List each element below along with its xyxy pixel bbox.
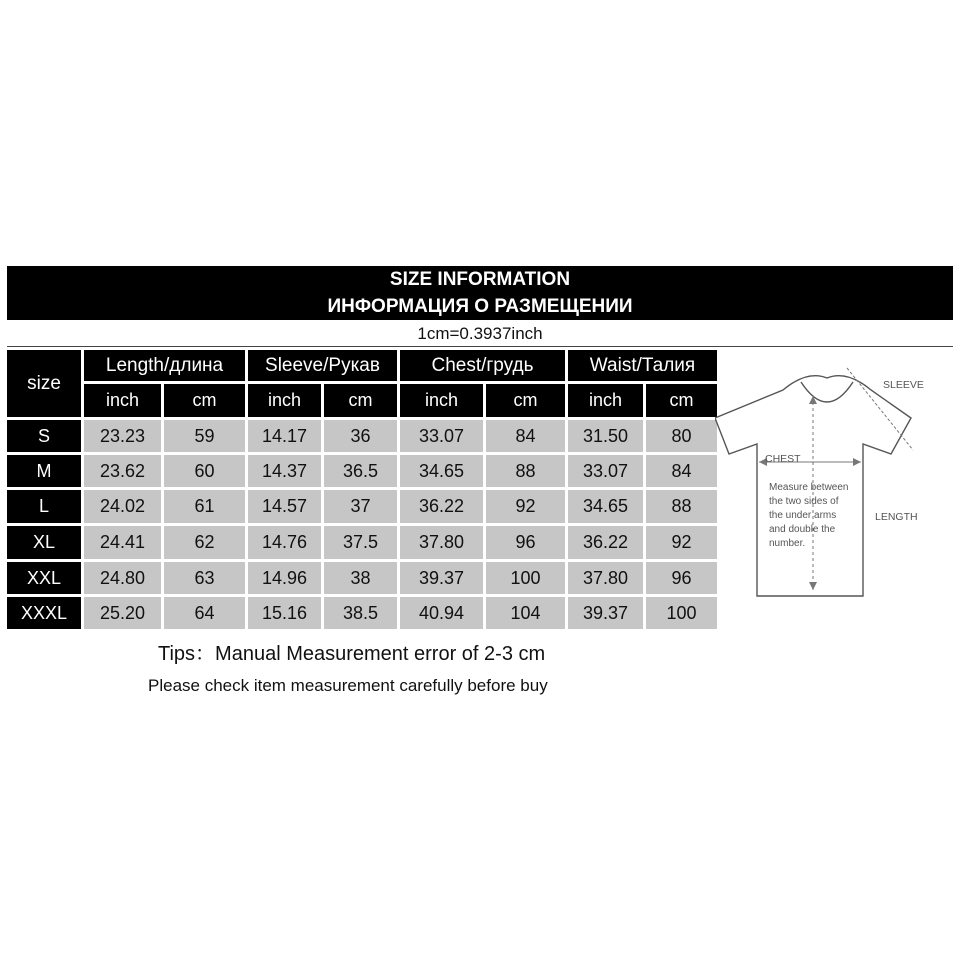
length-arrow-top-icon: [809, 396, 817, 404]
measurement-cell: 31.50: [568, 420, 643, 452]
unit-header: inch: [84, 384, 161, 417]
unit-header: cm: [324, 384, 397, 417]
measurement-cell: 37: [324, 490, 397, 523]
measurement-cell: 24.41: [84, 526, 161, 559]
tshirt-measurement-diagram: [715, 358, 955, 608]
tips-text: Tips：Manual Measurement error of 2-3 cm: [158, 643, 546, 665]
measurement-cell: 40.94: [400, 597, 483, 629]
measure-line-1: Measure between: [769, 482, 849, 493]
measurement-cell: 14.17: [248, 420, 321, 452]
measurement-cell: 37.80: [400, 526, 483, 559]
length-arrow-bottom-icon: [809, 582, 817, 590]
measurement-cell: 34.65: [400, 455, 483, 487]
measurement-cell: 39.37: [400, 562, 483, 594]
unit-header: cm: [486, 384, 565, 417]
size-information-banner: [7, 266, 953, 320]
measure-line-3: the under arms: [769, 510, 837, 521]
size-label: XXL: [7, 562, 81, 594]
sleeve-label: SLEEVE: [883, 379, 924, 391]
measurement-cell: 39.37: [568, 597, 643, 629]
measurement-cell: 33.07: [568, 455, 643, 487]
size-label: M: [7, 455, 81, 487]
measurement-cell: 38: [324, 562, 397, 594]
measurement-cell: 96: [646, 562, 717, 594]
measurement-cell: 36.22: [568, 526, 643, 559]
measurement-cell: 100: [486, 562, 565, 594]
unit-header: inch: [400, 384, 483, 417]
unit-header: inch: [248, 384, 321, 417]
measurement-cell: 64: [164, 597, 245, 629]
measurement-cell: 61: [164, 490, 245, 523]
banner-title-ru: ИНФОРМАЦИЯ О РАЗМЕЩЕНИИ: [327, 296, 633, 317]
measurement-cell: 14.96: [248, 562, 321, 594]
measurement-cell: 38.5: [324, 597, 397, 629]
measurement-cell: 33.07: [400, 420, 483, 452]
measurement-cell: 88: [646, 490, 717, 523]
group-header: Length/длина: [84, 350, 245, 381]
measurement-cell: 25.20: [84, 597, 161, 629]
size-column-header: size: [7, 350, 81, 417]
unit-header: cm: [164, 384, 245, 417]
measurement-cell: 84: [486, 420, 565, 452]
measurement-cell: 24.80: [84, 562, 161, 594]
measurement-cell: 59: [164, 420, 245, 452]
measurement-cell: 60: [164, 455, 245, 487]
measurement-cell: 36.5: [324, 455, 397, 487]
unit-header: inch: [568, 384, 643, 417]
measurement-cell: 23.23: [84, 420, 161, 452]
banner-title-en: SIZE INFORMATION: [389, 269, 571, 290]
note-text: Please check item measurement carefully before buy: [148, 676, 548, 695]
measurement-cell: 100: [646, 597, 717, 629]
measurement-cell: 92: [486, 490, 565, 523]
measurement-cell: 34.65: [568, 490, 643, 523]
tshirt-collar: [801, 382, 853, 402]
measurement-cell: 36.22: [400, 490, 483, 523]
chest-label: CHEST: [765, 453, 801, 465]
measure-line-4: and double the: [769, 524, 836, 535]
measurement-cell: 14.37: [248, 455, 321, 487]
size-label: XXXL: [7, 597, 81, 629]
measurement-cell: 14.76: [248, 526, 321, 559]
measurement-cell: 80: [646, 420, 717, 452]
measurement-cell: 62: [164, 526, 245, 559]
measurement-cell: 14.57: [248, 490, 321, 523]
group-header: Chest/грудь: [400, 350, 565, 381]
group-header: Waist/Талия: [568, 350, 717, 381]
length-label: LENGTH: [875, 511, 918, 523]
measurement-cell: 104: [486, 597, 565, 629]
measurement-cell: 84: [646, 455, 717, 487]
unit-header: cm: [646, 384, 717, 417]
measurement-cell: 96: [486, 526, 565, 559]
measurement-cell: 88: [486, 455, 565, 487]
measure-line-2: the two sides of: [769, 496, 839, 507]
chest-arrow-right-icon: [853, 458, 861, 466]
size-label: XL: [7, 526, 81, 559]
measurement-cell: 36: [324, 420, 397, 452]
measurement-cell: 15.16: [248, 597, 321, 629]
size-label: S: [7, 420, 81, 452]
divider: [7, 346, 953, 347]
measurement-cell: 23.62: [84, 455, 161, 487]
measurement-cell: 24.02: [84, 490, 161, 523]
size-label: L: [7, 490, 81, 523]
unit-conversion: 1cm=0.3937inch: [417, 324, 543, 343]
measure-line-5: number.: [769, 538, 806, 549]
measurement-cell: 37.5: [324, 526, 397, 559]
measurement-cell: 63: [164, 562, 245, 594]
measurement-cell: 92: [646, 526, 717, 559]
measurement-cell: 37.80: [568, 562, 643, 594]
group-header: Sleeve/Рукав: [248, 350, 397, 381]
